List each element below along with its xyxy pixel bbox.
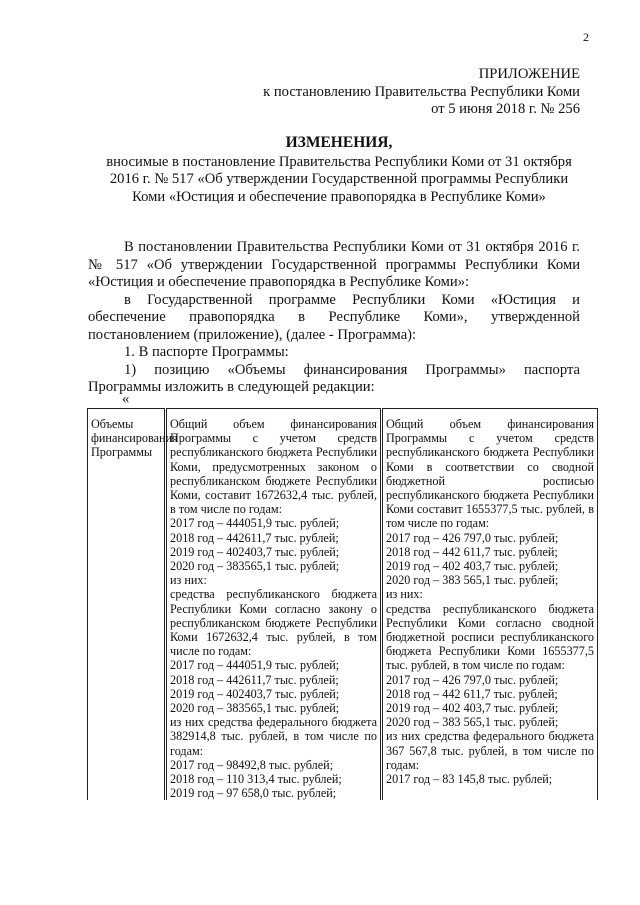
paragraph-1: В постановлении Правительства Республики Коми от 31 октября 2016 г. № 517 «Об утверждении Государственной программы Республики Коми «Юстиция и обеспечение правопорядка в Республике Коми»: — [88, 239, 580, 290]
title-subtitle: вносимые в постановление Правительства Республики Коми от 31 октября 2016 г. № 517 «Об утверждении Государственной программы Республики Коми «Юстиция и обеспечение правопорядка в Республике Коми» — [106, 153, 572, 205]
new-line: из них средства федерального бюджета 367 567,8 тыс. рублей, в том числе по годам: — [386, 729, 594, 772]
new-line: 2019 год – 402 403,7 тыс. рублей; — [386, 559, 559, 574]
old-line: 2017 год – 98492,8 тыс. рублей; — [170, 757, 334, 772]
appendix-line-1: к постановлению Правительства Республики Коми — [263, 83, 580, 100]
financing-label-cell — [88, 409, 178, 801]
old-line: 2018 год – 442611,7 тыс. рублей; — [170, 672, 339, 687]
appendix-line-2: от 5 июня 2018 г. № 256 — [431, 101, 580, 117]
page-number: 2 — [583, 30, 589, 44]
new-line: 2020 год – 383 565,1 тыс. рублей; — [386, 715, 559, 730]
new-line: 2018 год – 442 611,7 тыс. рублей; — [386, 686, 558, 701]
document-title — [100, 134, 578, 206]
new-line: 2017 год – 426 797,0 тыс. рублей; — [386, 672, 559, 687]
old-line: 2017 год – 444051,9 тыс. рублей; — [170, 516, 340, 531]
new-line: из них: — [386, 587, 423, 602]
old-line: из них средства федерального бюджета 382914,8 тыс. рублей, в том числе по годам: — [170, 715, 377, 758]
paragraph-3: 1. В паспорте Программы: — [124, 344, 289, 360]
old-line: средства республиканского бюджета Республики Коми согласно закону о республиканском бюджете Республики Коми 1672632,4 тыс. рублей, в том числе по годам: — [170, 587, 377, 659]
old-line: 2018 год – 110 313,4 тыс. рублей; — [170, 772, 342, 787]
old-version-cell — [166, 409, 382, 801]
old-line: 2019 год – 97 658,0 тыс. рублей; — [170, 786, 337, 801]
new-line: 2020 год – 383 565,1 тыс. рублей; — [386, 573, 559, 588]
title-main: ИЗМЕНЕНИЯ, — [285, 134, 393, 151]
old-line: из них: — [170, 573, 207, 588]
document-body — [88, 239, 580, 397]
financing-row — [88, 409, 598, 801]
new-line: 2017 год – 83 145,8 тыс. рублей; — [386, 772, 553, 787]
paragraph-2: в Государственной программе Республики Коми «Юстиция и обеспечение правопорядка в Республике Коми», утвержденной постановлением (приложение), (далее - Программа): — [88, 291, 580, 343]
new-line: Общий объем финансирования Программы с учетом средств республиканского бюджета Республики Коми в соответствии со сводной бюджетной росписью республиканского бюджета Республики Коми составит 1655377,5 тыс. рублей, в том числе по годам: — [386, 417, 594, 531]
paragraph-4: 1) позицию «Объемы финансирования Программы» паспорта Программы изложить в следующей редакции: — [88, 361, 580, 395]
financing-table — [87, 408, 598, 800]
old-line: 2018 год – 442611,7 тыс. рублей; — [170, 530, 339, 545]
new-line: 2018 год – 442 611,7 тыс. рублей; — [386, 544, 558, 559]
new-version-cell — [382, 409, 598, 801]
appendix-header — [255, 66, 580, 119]
old-line: 2019 год – 402403,7 тыс. рублей; — [170, 686, 340, 701]
new-line: 2017 год – 426 797,0 тыс. рублей; — [386, 530, 559, 545]
old-line: 2020 год – 383565,1 тыс. рублей; — [170, 701, 340, 716]
new-line: средства республиканского бюджета Республики Коми согласно сводной бюджетной росписи республиканского бюджета Республики Коми 1655377,5 тыс. рублей, в том числе по годам: — [386, 601, 594, 673]
appendix-heading: ПРИЛОЖЕНИЕ — [478, 66, 580, 82]
new-line: 2019 год – 402 403,7 тыс. рублей; — [386, 701, 559, 716]
financing-label: Объемы финансирования Программы — [91, 417, 178, 460]
old-line: 2017 год – 444051,9 тыс. рублей; — [170, 658, 340, 673]
old-line: 2019 год – 402403,7 тыс. рублей; — [170, 544, 340, 559]
opening-quote: « — [122, 391, 130, 407]
old-line: Общий объем финансирования Программы с учетом средств республиканского бюджета Республики Коми, предусмотренных законом о республиканском бюджете Республики Коми, составит 1672632,4 тыс. рублей, в том числе по годам: — [170, 417, 377, 517]
old-line: 2020 год – 383565,1 тыс. рублей; — [170, 559, 340, 574]
